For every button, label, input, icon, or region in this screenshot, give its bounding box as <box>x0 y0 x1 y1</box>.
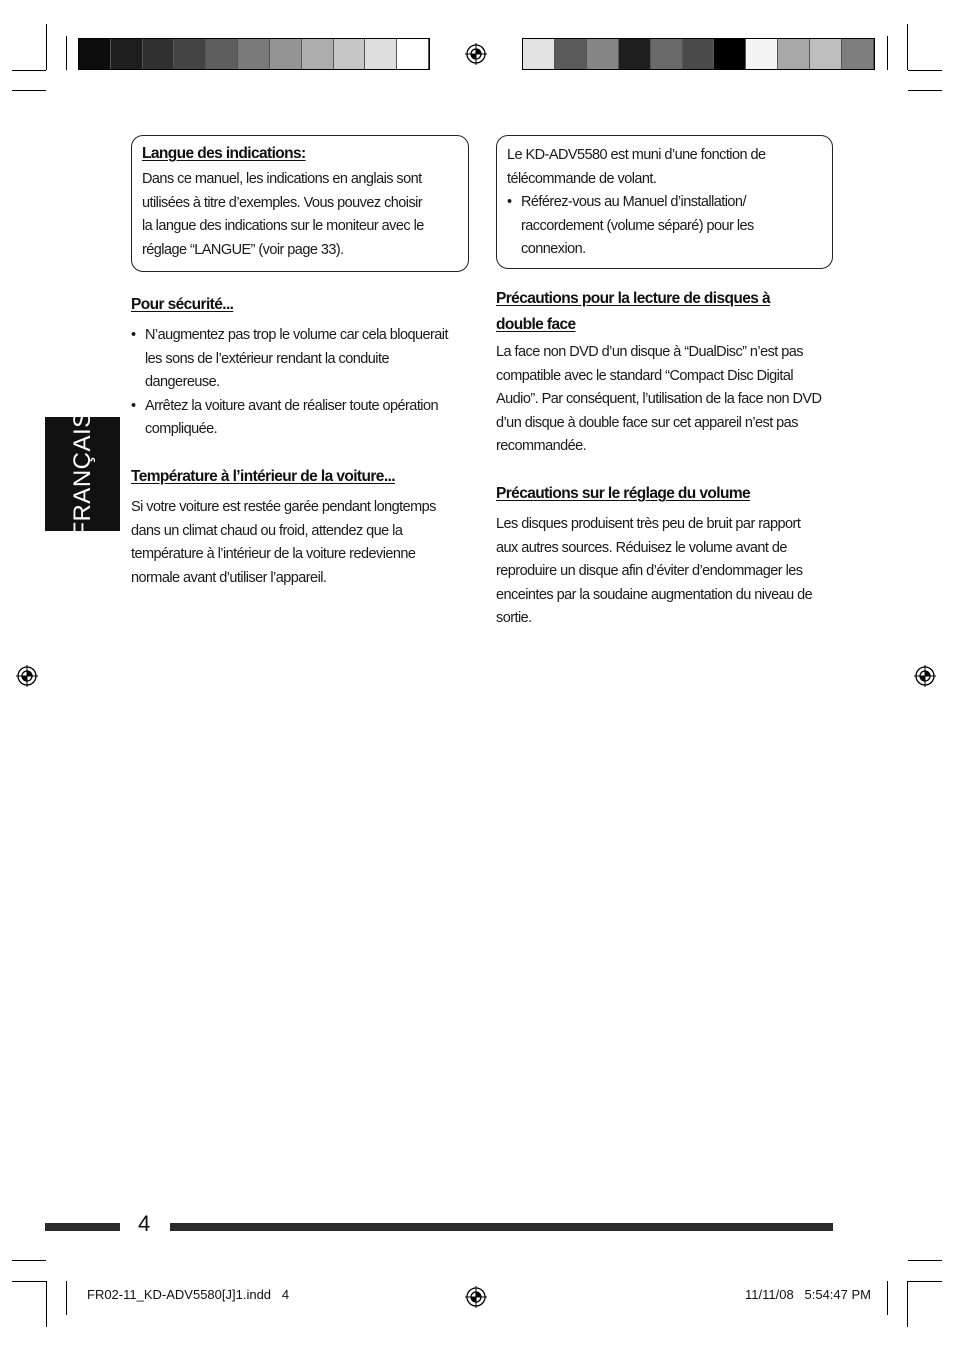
text-line: normale avant d’utiliser l’appareil. <box>131 569 327 586</box>
text-line: Si votre voiture est restée garée pendant longtemps <box>131 499 436 515</box>
security-bullet <box>131 324 448 395</box>
text-line: les sons de l’extérieur rendant la conduite <box>145 350 389 367</box>
text-line: raccordement (volume séparé) pour les <box>521 217 754 234</box>
steering-remote-note-box <box>496 135 833 269</box>
crop-mark-top-right-h2 <box>908 90 942 91</box>
dualdisc-heading <box>496 286 770 338</box>
crop-mark-bottom-left-v2 <box>66 1281 67 1315</box>
color-swatch <box>206 39 238 69</box>
color-swatch <box>683 39 715 69</box>
crop-mark-bottom-right-v <box>907 1281 908 1327</box>
text-line: La face non DVD d’un disque à “DualDisc” n’est pas <box>496 344 803 360</box>
color-swatch <box>334 39 366 69</box>
text-line: recommandée. <box>496 438 587 455</box>
color-swatch <box>397 39 429 69</box>
color-swatch <box>270 39 302 69</box>
crop-mark-top-left-v <box>46 24 47 70</box>
text-line: • Référez-vous au Manuel d’installation/ <box>521 194 746 211</box>
text-line: dans un climat chaud ou froid, attendez que la <box>131 522 403 539</box>
text-line: température à l’intérieur de la voiture redevienne <box>131 546 416 563</box>
language-note-heading: Langue des indications: <box>142 145 306 162</box>
color-swatch <box>587 39 619 69</box>
text-line: utilisées à titre d’exemples. Vous pouvez choisir <box>142 194 423 211</box>
crop-mark-bottom-right-v2 <box>887 1281 888 1315</box>
text-line: la langue des indications sur le moniteur avec le <box>142 218 424 235</box>
volume-body <box>496 513 812 631</box>
security-heading: Pour sécurité... <box>131 296 234 313</box>
crop-mark-top-left-h <box>12 70 46 71</box>
language-tab <box>45 411 120 537</box>
text-line: Audio”. Par conséquent, l’utilisation de la face non DVD <box>496 391 822 408</box>
color-swatch <box>714 39 746 69</box>
security-bullet <box>131 395 448 442</box>
color-swatch <box>778 39 810 69</box>
color-swatch <box>619 39 651 69</box>
text-line: connexion. <box>521 241 586 258</box>
volume-heading: Précautions sur le réglage du volume <box>496 485 751 502</box>
text-line: compatible avec le standard “Compact Disc Digital <box>496 367 794 384</box>
crop-mark-bottom-right-h2 <box>908 1281 942 1282</box>
crop-mark-bottom-left-v <box>46 1281 47 1327</box>
color-swatch <box>174 39 206 69</box>
footer-datetime: 11/11/08 5:54:47 PM <box>745 1287 871 1302</box>
temperature-heading: Température à l’intérieur de la voiture... <box>131 468 395 485</box>
crop-mark-bottom-left-h <box>12 1260 46 1261</box>
text-line: sortie. <box>496 610 532 627</box>
text-line: dangereuse. <box>145 374 220 391</box>
color-swatch <box>79 39 111 69</box>
text-line: Le KD-ADV5580 est muni d’une fonction de <box>507 147 766 163</box>
language-note-box <box>131 135 469 272</box>
security-list <box>131 324 448 442</box>
color-bar-left <box>78 38 430 70</box>
text-line: • Arrêtez la voiture avant de réaliser toute opération <box>145 397 438 414</box>
dualdisc-body <box>496 341 821 459</box>
text-line: réglage “LANGUE” (voir page 33). <box>142 241 344 258</box>
language-tab-label: FRANÇAIS <box>68 411 96 537</box>
text-line: • N’augmentez pas trop le volume car cela bloquerait <box>145 327 448 343</box>
text-line: d’un disque à double face sur cet appareil n’est pas <box>496 414 798 431</box>
text-line: enceintes par la soudaine augmentation du niveau de <box>496 586 813 603</box>
registration-mark-left-icon <box>16 665 38 687</box>
heading-line: Précautions pour la lecture de disques à <box>496 290 771 307</box>
color-swatch <box>111 39 143 69</box>
text-line: Les disques produisent très peu de bruit par rapport <box>496 516 801 532</box>
heading-line: double face <box>496 316 576 333</box>
footer-file-info: FR02-11_KD-ADV5580[J]1.indd 4 <box>87 1287 290 1302</box>
temperature-body <box>131 496 436 590</box>
registration-mark-right-icon <box>914 665 936 687</box>
steering-remote-bullet <box>507 191 766 262</box>
color-swatch <box>302 39 334 69</box>
page-rule-left <box>45 1223 120 1231</box>
crop-mark-top-right-h <box>908 70 942 71</box>
crop-mark-top-left-h2 <box>12 90 46 91</box>
color-swatch <box>238 39 270 69</box>
color-swatch <box>746 39 778 69</box>
color-swatch <box>365 39 397 69</box>
text-line: télécommande de volant. <box>507 170 657 187</box>
color-swatch <box>555 39 587 69</box>
page-rule-right <box>170 1223 833 1231</box>
crop-mark-bottom-left-h2 <box>12 1281 46 1282</box>
text-line: compliquée. <box>145 421 218 438</box>
color-swatch <box>842 39 874 69</box>
page-number: 4 <box>138 1211 151 1236</box>
registration-mark-top-icon <box>465 43 487 65</box>
color-swatch <box>651 39 683 69</box>
text-line: Dans ce manuel, les indications en anglais sont <box>142 171 422 187</box>
color-swatch <box>523 39 555 69</box>
language-note-body <box>142 168 424 262</box>
crop-mark-top-right-v <box>907 24 908 70</box>
crop-mark-top-right-v2 <box>887 36 888 70</box>
registration-mark-bottom-icon <box>465 1286 487 1308</box>
text-line: reproduire un disque afin d’éviter d’endommager les <box>496 563 803 580</box>
crop-mark-bottom-right-h <box>908 1260 942 1261</box>
steering-remote-note-body <box>507 144 766 262</box>
text-line: aux autres sources. Réduisez le volume avant de <box>496 539 787 556</box>
color-swatch <box>810 39 842 69</box>
crop-mark-top-left-v2 <box>66 36 67 70</box>
color-bar-right <box>522 38 875 70</box>
color-swatch <box>143 39 175 69</box>
